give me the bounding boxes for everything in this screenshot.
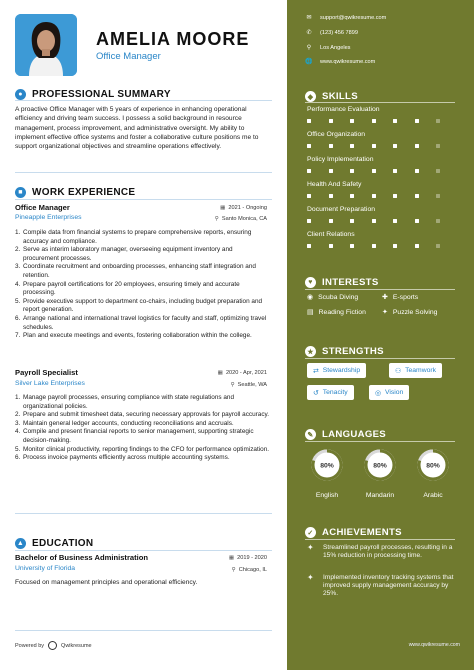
rating-dot bbox=[415, 244, 419, 248]
bullet-number: 5. bbox=[15, 445, 21, 453]
rating-dot bbox=[329, 244, 333, 248]
vision-icon: ◎ bbox=[375, 389, 381, 397]
interest-item bbox=[382, 308, 437, 316]
bullet-item bbox=[15, 246, 270, 263]
language-icon: ✎ bbox=[305, 429, 316, 440]
gamepad-icon: ✚ bbox=[382, 294, 388, 301]
strength-tag bbox=[307, 385, 354, 400]
strength-label: Vision bbox=[384, 389, 404, 396]
bullet-number: 1. bbox=[15, 229, 21, 236]
bullet-text: Manage payroll processes, ensuring compliance with state regulations and organizational policies. bbox=[23, 394, 235, 410]
section-title-languages: ✎ LANGUAGES bbox=[305, 429, 386, 440]
skill-rating bbox=[307, 194, 458, 198]
language-name: Mandarin bbox=[365, 492, 395, 499]
location-icon: ⚲ bbox=[306, 45, 312, 51]
handshake-icon: ⇄ bbox=[313, 367, 319, 375]
rating-dot bbox=[393, 219, 397, 223]
skill-rating bbox=[307, 119, 458, 123]
summary-text: A proactive Office Manager with 5 years of experience in enhancing operational efficiency and driving team success. I possess a solid background in resource management, process improvement, and administrative oversight. My ability to implement effective office systems and foster a collaborative culture positions me to support organizational objectives and streamline operations effectively. bbox=[15, 106, 259, 151]
rating-dot bbox=[372, 119, 376, 123]
bullet-number: 4. bbox=[15, 280, 21, 288]
bullet-text: Plan and execute meetings and events, fostering collaboration within the college. bbox=[23, 332, 252, 340]
qwikresume-logo-icon bbox=[48, 641, 57, 650]
language-item bbox=[411, 448, 455, 499]
job-bullets bbox=[15, 229, 270, 341]
rating-dot bbox=[372, 144, 376, 148]
powered-by: Powered by Qwikresume bbox=[15, 642, 92, 649]
rating-dot bbox=[350, 219, 354, 223]
rating-dot bbox=[393, 119, 397, 123]
bullet-item bbox=[15, 281, 270, 298]
degree-title: Bachelor of Business Administration bbox=[15, 553, 149, 562]
sidebar-column bbox=[287, 0, 474, 670]
bullet-number: 6. bbox=[15, 454, 21, 462]
skill-rating bbox=[307, 144, 458, 148]
bullet-number: 1. bbox=[15, 394, 21, 401]
bullet-text: Monitor clinical productivity, reporting findings to the CFO for performance optimization. bbox=[23, 445, 270, 453]
divider bbox=[15, 199, 272, 200]
skill-name: Office Organization bbox=[307, 131, 366, 138]
rating-dot bbox=[329, 119, 333, 123]
strength-label: Stewardship bbox=[322, 367, 361, 374]
rating-dot bbox=[415, 169, 419, 173]
section-title-strengths: ★ STRENGTHS bbox=[305, 346, 384, 357]
language-ring bbox=[310, 448, 344, 482]
job-title: Payroll Specialist bbox=[15, 368, 78, 377]
section-title-summary: ● PROFESSIONAL SUMMARY bbox=[15, 89, 171, 100]
bullet-number: 5. bbox=[15, 297, 21, 305]
bullet-item bbox=[15, 428, 270, 445]
bullet-item bbox=[15, 332, 270, 341]
bullet-item bbox=[15, 411, 270, 420]
divider bbox=[305, 102, 455, 103]
bullet-text: Arrange national and international travel logistics for faculty and staff, optimizing travel schedules. bbox=[23, 314, 267, 331]
bullet-item bbox=[15, 420, 270, 429]
achievement-icon: ✦ bbox=[307, 543, 314, 552]
rating-dot bbox=[307, 194, 311, 198]
rating-dot bbox=[307, 169, 311, 173]
divider bbox=[305, 289, 455, 290]
contact-item[interactable] bbox=[305, 44, 350, 51]
section-title-achievements: ✓ ACHIEVEMENTS bbox=[305, 527, 402, 538]
interest-item bbox=[307, 308, 366, 316]
bullet-item bbox=[15, 298, 270, 315]
divider bbox=[15, 550, 272, 551]
job-location: ⚲ Santo Monica, CA bbox=[214, 216, 267, 222]
diving-icon: ◉ bbox=[307, 294, 314, 301]
language-name: English bbox=[315, 492, 339, 499]
trophy-icon: ✓ bbox=[305, 527, 316, 538]
rating-dot bbox=[307, 144, 311, 148]
location-pin-icon: ⚲ bbox=[230, 382, 235, 388]
achievement-icon: ✦ bbox=[307, 573, 314, 582]
job-dates: ▦ 2021 - Ongoing bbox=[220, 205, 267, 211]
bullet-text: Compile and present financial reports to senior management, supporting strategic decision-making. bbox=[23, 428, 254, 444]
bullet-item bbox=[15, 446, 270, 455]
skill-name: Policy Implementation bbox=[307, 156, 374, 163]
divider bbox=[305, 358, 455, 359]
calendar-icon: ▦ bbox=[220, 205, 226, 211]
section-title-skills: ◆ SKILLS bbox=[305, 91, 358, 102]
bullet-number: 4. bbox=[15, 428, 21, 436]
bullet-item bbox=[15, 229, 270, 246]
interest-label: E-sports bbox=[392, 293, 419, 301]
language-percent: 80% bbox=[373, 462, 387, 470]
rating-dot bbox=[372, 169, 376, 173]
contact-item[interactable] bbox=[305, 58, 375, 65]
rating-dot bbox=[436, 244, 440, 248]
strength-label: Teamwork bbox=[405, 367, 437, 374]
rating-dot bbox=[307, 219, 311, 223]
bullet-number: 2. bbox=[15, 246, 21, 254]
brand-link[interactable]: Qwikresume bbox=[61, 642, 92, 649]
rating-dot bbox=[350, 169, 354, 173]
rating-dot bbox=[436, 119, 440, 123]
skill-rating bbox=[307, 244, 458, 248]
bullet-text: Prepare payroll certifications for 20 employees, ensuring timely and accurate processing. bbox=[23, 280, 240, 297]
job-title: Office Manager bbox=[15, 203, 70, 212]
rating-dot bbox=[350, 244, 354, 248]
language-percent: 80% bbox=[320, 462, 334, 470]
language-name: Arabic bbox=[423, 492, 443, 499]
contact-text: www.qwikresume.com bbox=[320, 58, 376, 65]
skill-rating bbox=[307, 169, 458, 173]
location-pin-icon: ⚲ bbox=[214, 216, 219, 222]
rating-dot bbox=[415, 119, 419, 123]
interest-label: Scuba Diving bbox=[318, 293, 359, 301]
rating-dot bbox=[329, 194, 333, 198]
language-ring bbox=[416, 448, 450, 482]
bullet-item bbox=[15, 263, 270, 280]
bullet-number: 2. bbox=[15, 411, 21, 419]
rating-dot bbox=[350, 144, 354, 148]
language-percent: 80% bbox=[426, 462, 440, 470]
person-icon: ● bbox=[15, 89, 26, 100]
rating-dot bbox=[350, 119, 354, 123]
rating-dot bbox=[307, 119, 311, 123]
contact-item[interactable] bbox=[305, 29, 358, 36]
rating-dot bbox=[329, 144, 333, 148]
education-location: ⚲ Chicago, IL bbox=[231, 567, 267, 573]
rating-dot bbox=[436, 169, 440, 173]
divider bbox=[305, 539, 455, 540]
bullet-text: Maintain general ledger accounts, conducting reconciliations and accruals. bbox=[23, 419, 234, 427]
bullet-text: Compile data from financial systems to prepare comprehensive reports, ensuring accuracy and compliance. bbox=[23, 229, 252, 245]
achievement-text: Streamlined payroll processes, resulting in a 15% reduction in processing time. bbox=[323, 544, 453, 560]
strength-label: Tenacity bbox=[322, 389, 348, 396]
bullet-text: Serve as interim laboratory manager, overseeing equipment inventory and procurement processes. bbox=[23, 246, 233, 262]
bullet-item bbox=[15, 315, 270, 332]
web-icon: 🌐 bbox=[305, 59, 313, 65]
job-company: Pineapple Enterprises bbox=[15, 214, 82, 221]
rating-dot bbox=[307, 244, 311, 248]
bullet-text: Coordinate recruitment and onboarding processes, enhancing staff integration and retention. bbox=[23, 263, 256, 279]
rating-dot bbox=[329, 169, 333, 173]
bullet-text: Process invoice payments efficiently across multiple accounting systems. bbox=[23, 454, 230, 462]
rating-dot bbox=[415, 144, 419, 148]
contact-text: support@qwikresume.com bbox=[320, 14, 387, 21]
rating-dot bbox=[393, 144, 397, 148]
strength-tag bbox=[307, 363, 366, 378]
interest-item bbox=[307, 293, 358, 301]
rating-dot bbox=[436, 219, 440, 223]
section-title-interests: ♥ INTERESTS bbox=[305, 277, 379, 288]
rating-dot bbox=[350, 194, 354, 198]
language-item bbox=[358, 448, 402, 499]
bullet-number: 3. bbox=[15, 263, 21, 271]
job-company: Silver Lake Enterprises bbox=[15, 380, 85, 387]
rating-dot bbox=[329, 219, 333, 223]
strength-tag bbox=[389, 363, 442, 378]
job-dates: ▦ 2020 - Apr, 2021 bbox=[217, 370, 267, 376]
contact-item[interactable] bbox=[305, 14, 386, 21]
book-icon: ▤ bbox=[307, 309, 314, 316]
rating-dot bbox=[393, 169, 397, 173]
briefcase-icon: ■ bbox=[15, 187, 26, 198]
phone-icon: ✆ bbox=[306, 30, 312, 36]
strengths-icon: ★ bbox=[305, 346, 316, 357]
rating-dot bbox=[415, 194, 419, 198]
candidate-name: AMELIA MOORE bbox=[96, 29, 250, 49]
skills-icon: ◆ bbox=[305, 91, 316, 102]
team-icon: ⚇ bbox=[395, 367, 402, 375]
email-icon: ✉ bbox=[306, 15, 312, 21]
footer-website[interactable]: www.qwikresume.com bbox=[408, 642, 460, 648]
job-bullets bbox=[15, 394, 270, 463]
candidate-role: Office Manager bbox=[96, 51, 161, 62]
rating-dot bbox=[372, 219, 376, 223]
bullet-number: 3. bbox=[15, 419, 21, 427]
skill-name: Health And Safety bbox=[307, 181, 362, 188]
interest-item bbox=[382, 293, 418, 301]
bullet-item bbox=[15, 394, 270, 411]
location-pin-icon: ⚲ bbox=[231, 567, 236, 573]
rating-dot bbox=[393, 194, 397, 198]
language-item bbox=[305, 448, 349, 499]
rating-dot bbox=[372, 194, 376, 198]
bullet-item bbox=[15, 454, 270, 463]
achievement-item bbox=[307, 544, 457, 560]
tenacity-icon: ↺ bbox=[313, 389, 319, 397]
divider bbox=[305, 441, 455, 442]
bullet-text: Provide executive support to department co-chairs, including budget preparation and report generation. bbox=[23, 297, 263, 314]
education-dates: ▦ 2019 - 2020 bbox=[228, 555, 267, 561]
contact-text: Los Angeles bbox=[320, 44, 351, 51]
puzzle-icon: ✦ bbox=[382, 309, 388, 316]
skill-name: Performance Evaluation bbox=[307, 106, 380, 113]
contact-text: (123) 456 7899 bbox=[320, 29, 358, 36]
bullet-text: Prepare and submit timesheet data, securing necessary approvals for payroll accuracy. bbox=[23, 411, 270, 419]
bullet-number: 6. bbox=[15, 314, 21, 322]
divider bbox=[15, 630, 272, 631]
school-name: University of Florida bbox=[15, 565, 76, 572]
education-description: Focused on management principles and operational efficiency. bbox=[15, 579, 198, 586]
profile-photo bbox=[15, 14, 77, 76]
achievement-text: Implemented inventory tracking systems that improved supply management accuracy by 25%. bbox=[323, 574, 454, 598]
calendar-icon: ▦ bbox=[228, 555, 235, 561]
job-location: ⚲ Seattle, WA bbox=[230, 382, 267, 388]
rating-dot bbox=[393, 244, 397, 248]
divider bbox=[15, 100, 272, 101]
rating-dot bbox=[372, 244, 376, 248]
interests-icon: ♥ bbox=[305, 277, 316, 288]
calendar-icon: ▦ bbox=[217, 370, 223, 376]
interest-label: Puzzle Solving bbox=[392, 308, 438, 316]
graduation-cap-icon: ▲ bbox=[16, 540, 25, 547]
achievement-item bbox=[307, 574, 457, 599]
rating-dot bbox=[415, 219, 419, 223]
skill-name: Document Preparation bbox=[307, 206, 376, 213]
skill-rating bbox=[307, 219, 458, 223]
section-title-education: ▲ EDUCATION bbox=[16, 538, 94, 549]
section-title-experience: ■ WORK EXPERIENCE bbox=[15, 187, 135, 198]
language-ring bbox=[363, 448, 397, 482]
rating-dot bbox=[436, 144, 440, 148]
rating-dot bbox=[436, 194, 440, 198]
divider bbox=[15, 513, 272, 514]
skill-name: Client Relations bbox=[307, 231, 355, 238]
bullet-number: 7. bbox=[15, 332, 21, 340]
interest-label: Reading Fiction bbox=[318, 308, 366, 316]
divider bbox=[15, 172, 272, 173]
strength-tag bbox=[369, 385, 409, 400]
